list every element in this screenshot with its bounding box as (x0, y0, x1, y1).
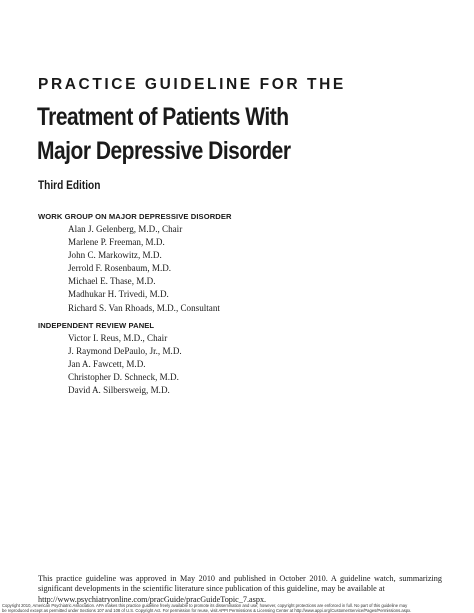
work-group-member-list (68, 223, 220, 315)
guideline-watch-url[interactable]: http://www.psychiatryonline.com/pracGuide/pracGuideTopic_7.aspx. (38, 594, 267, 604)
edition-label: Third Edition (38, 180, 101, 192)
work-group-heading: WORK GROUP ON MAJOR DEPRESSIVE DISORDER (38, 212, 232, 221)
copyright-line-1: Copyright 2010, American Psychiatric Association. APA makes this practice guideline freely available to promote its dissemination and use; however, copyright protections are enforced in full. No part of this guideline may (2, 603, 408, 608)
review-panel-member-list (68, 332, 182, 397)
review-panel-member: Victor I. Reus, M.D., Chair (68, 333, 168, 343)
work-group-member: Marlene P. Freeman, M.D. (68, 237, 165, 248)
publication-note (38, 574, 442, 605)
work-group-member: Alan J. Gelenberg, M.D., Chair (68, 224, 183, 234)
work-group-member: Michael E. Thase, M.D. (68, 276, 156, 287)
work-group-member: John C. Markowitz, M.D. (68, 250, 162, 261)
document-title-line-2: Major Depressive Disorder (37, 137, 291, 165)
work-group-member: Richard S. Van Rhoads, M.D., Consultant (68, 302, 220, 313)
document-kicker: PRACTICE GUIDELINE FOR THE (38, 76, 346, 93)
review-panel-member: Christopher D. Schneck, M.D. (68, 372, 179, 383)
copyright-line-2: be reproduced except as permitted under Sections 107 and 108 of U.S. Copyright Act. For permission for reuse, visit APPI Permissions & Licensing Center at http://www.appi.org/CustomerService/Pages/Permissions.aspx. (2, 608, 412, 613)
copyright-notice (0, 603, 474, 613)
review-panel-member: David A. Silbersweig, M.D. (68, 385, 170, 396)
review-panel-member: Jan A. Fawcett, M.D. (68, 359, 146, 370)
work-group-member: Madhukar H. Trivedi, M.D. (68, 289, 169, 300)
work-group-member: Jerrold F. Rosenbaum, M.D. (68, 263, 172, 274)
publication-note-text: This practice guideline was approved in May 2010 and published in October 2010. A guideline watch, summarizing significant developments in the scientific literature since publication of this guideline, may be available at (38, 574, 442, 594)
document-title-line-1: Treatment of Patients With (37, 103, 289, 131)
review-panel-heading: INDEPENDENT REVIEW PANEL (38, 321, 155, 330)
review-panel-member: J. Raymond DePaulo, Jr., M.D. (68, 346, 182, 357)
